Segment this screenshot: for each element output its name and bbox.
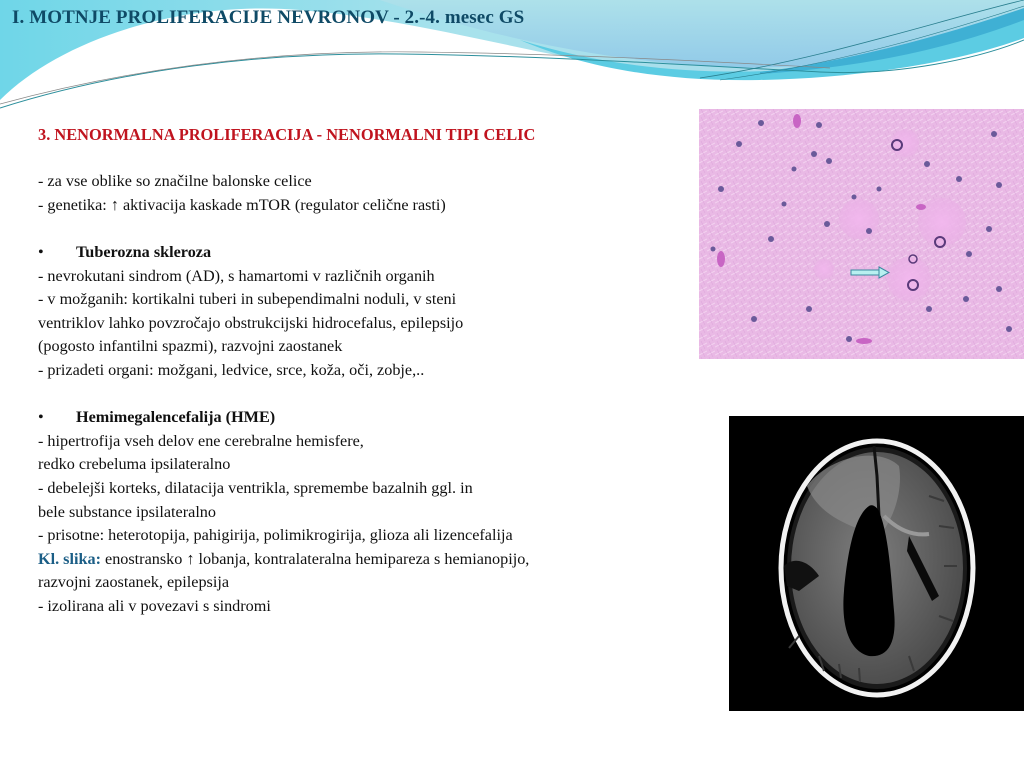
body-line: bele substance ipsilateralno bbox=[38, 502, 216, 521]
body-line: - hipertrofija vseh delov ene cerebralne hemisfere, bbox=[38, 431, 364, 450]
spacer bbox=[38, 383, 708, 407]
bullet-icon: • bbox=[38, 242, 44, 261]
slide-title: I. MOTNJE PROLIFERACIJE NEVRONOV - 2.-4. mesec GS bbox=[12, 7, 525, 28]
clinical-label: Kl. slika: bbox=[38, 549, 101, 568]
body-line: - debelejši korteks, dilatacija ventrikla, spremembe bazalnih ggl. in bbox=[38, 478, 473, 497]
heading-text: Hemimegalencefalija (HME) bbox=[76, 408, 276, 427]
body-line: - prizadeti organi: možgani, ledvice, srce, koža, oči, zobje,.. bbox=[38, 360, 425, 379]
body-line: razvojni zaostanek, epilepsija bbox=[38, 573, 230, 592]
bullet-icon: • bbox=[38, 408, 44, 427]
body-line: redko crebeluma ipsilateralno bbox=[38, 455, 231, 474]
hme-heading bbox=[38, 406, 708, 430]
slide-body bbox=[38, 123, 708, 618]
intro-line: - za vse oblike so značilne balonske celice bbox=[38, 172, 312, 191]
section-heading: 3. NENORMALNA PROLIFERACIJA - NENORMALNI TIPI CELIC bbox=[38, 125, 536, 144]
tuberous-sclerosis-heading bbox=[38, 241, 708, 265]
mri-brain-scan bbox=[729, 416, 1024, 711]
intro-line: - genetika: ↑ aktivacija kaskade mTOR (regulator celične rasti) bbox=[38, 195, 446, 214]
clinical-text: enostransko ↑ lobanja, kontralateralna hemipareza s hemianopijo, bbox=[100, 549, 530, 568]
body-line: - v možganih: kortikalni tuberi in subependimalni noduli, v steni bbox=[38, 290, 457, 309]
histology-image bbox=[699, 109, 1024, 359]
spacer bbox=[38, 217, 708, 241]
body-line: ventriklov lahko povzročajo obstrukcijski hidrocefalus, epilepsijo bbox=[38, 313, 464, 332]
body-line: - izolirana ali v povezavi s sindromi bbox=[38, 596, 271, 615]
spacer bbox=[38, 147, 708, 171]
heading-text: Tuberozna skleroza bbox=[76, 242, 212, 261]
body-line: - prisotne: heterotopija, pahigirija, polimikrogirija, glioza ali lizencefalija bbox=[38, 526, 513, 545]
mri-image bbox=[729, 416, 1024, 711]
body-line: (pogosto infantilni spazmi), razvojni zaostanek bbox=[38, 337, 343, 356]
body-line: - nevrokutani sindrom (AD), s hamartomi v različnih organih bbox=[38, 266, 435, 285]
histology-micrograph bbox=[699, 109, 1024, 359]
clinical-picture-line bbox=[38, 548, 708, 572]
